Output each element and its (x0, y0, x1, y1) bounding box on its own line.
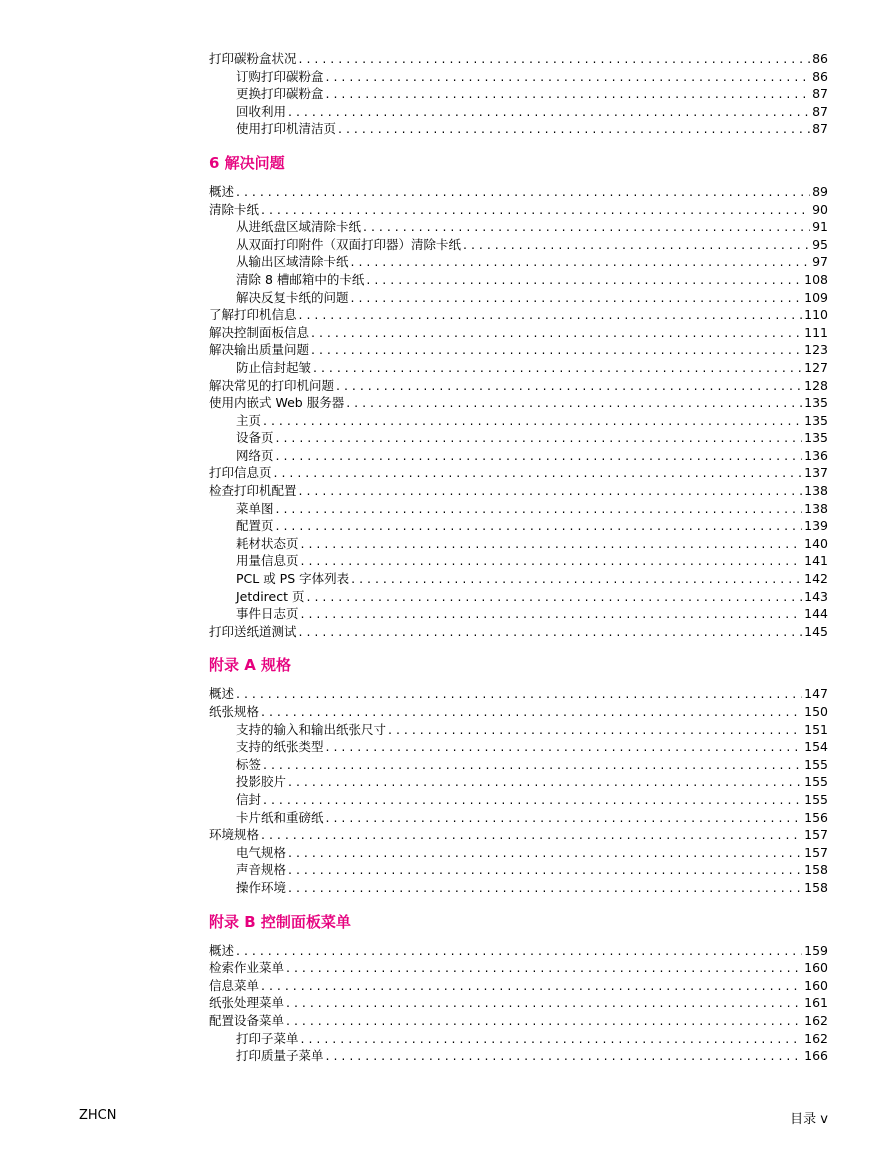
toc-entry[interactable] (209, 253, 828, 271)
dot-leader (263, 756, 802, 774)
toc-entry[interactable] (209, 500, 828, 518)
toc-entry[interactable] (209, 306, 828, 324)
toc-entry-title: 信息菜单 (209, 977, 260, 993)
dot-leader (286, 959, 802, 977)
toc-entry-page-number: 137 (804, 465, 828, 481)
footer-page-label: 目录 v (790, 1112, 828, 1127)
dot-leader (299, 482, 803, 500)
toc-entry-title: 解决控制面板信息 (209, 324, 310, 340)
toc-entry-title: 防止信封起皱 (236, 359, 312, 375)
dot-leader (276, 429, 803, 447)
toc-entry[interactable] (209, 50, 828, 68)
toc-entry-title: 从双面打印附件（双面打印器）清除卡纸 (236, 236, 462, 252)
toc-entry[interactable] (209, 201, 828, 219)
dot-leader (288, 879, 802, 897)
toc-entry[interactable] (209, 738, 828, 756)
toc-entry-page-number: 158 (804, 879, 828, 895)
toc-entry[interactable] (209, 377, 828, 395)
toc-entry[interactable] (209, 721, 828, 739)
toc-entry-title: 配置页 (236, 518, 274, 534)
toc-entry-page-number: 155 (804, 774, 828, 790)
toc-entry-page-number: 160 (804, 977, 828, 993)
section-heading: 附录 B 控制面板菜单 (209, 912, 351, 931)
toc-entry[interactable] (209, 773, 828, 791)
toc-entry-title: 配置设备菜单 (209, 1012, 285, 1028)
toc-entry-page-number: 135 (804, 412, 828, 428)
toc-entry-title: 纸张处理菜单 (209, 995, 285, 1011)
toc-entry[interactable] (209, 1012, 828, 1030)
dot-leader (276, 517, 803, 535)
dot-leader (286, 994, 802, 1012)
toc-entry[interactable] (209, 412, 828, 430)
toc-entry-title: 标签 (236, 756, 262, 772)
toc-section (209, 152, 828, 640)
dot-leader (299, 306, 803, 324)
toc-entry-title: Jetdirect 页 (236, 588, 305, 604)
toc-entry[interactable] (209, 103, 828, 121)
toc-entry[interactable] (209, 994, 828, 1012)
dot-leader (288, 861, 802, 879)
toc-entry-page-number: 123 (804, 342, 828, 358)
toc-entry-title: 更换打印碳粉盒 (236, 86, 324, 102)
dot-leader (261, 977, 802, 995)
toc-entry-title: 了解打印机信息 (209, 307, 297, 323)
toc-entry-title: 解决反复卡纸的问题 (236, 289, 349, 305)
toc-entry[interactable] (209, 324, 828, 342)
toc-entry-title: 概述 (209, 686, 235, 702)
toc-entry[interactable] (209, 1047, 828, 1065)
dot-leader (326, 809, 803, 827)
toc-entry-title: 投影胶片 (236, 774, 287, 790)
toc-entry-page-number: 160 (804, 960, 828, 976)
toc-entry-title: 设备页 (236, 430, 274, 446)
dot-leader (463, 236, 810, 254)
toc-entry[interactable] (209, 791, 828, 809)
toc-entry-title: 订购打印碳粉盒 (236, 68, 324, 84)
toc-entry-page-number: 140 (804, 535, 828, 551)
toc-entry-page-number: 135 (804, 430, 828, 446)
toc-entry[interactable] (209, 482, 828, 500)
toc-entry-page-number: 145 (804, 623, 828, 639)
dot-leader (261, 201, 810, 219)
toc-entry-page-number: 86 (812, 51, 828, 66)
toc-entry[interactable] (209, 85, 828, 103)
toc-entry[interactable] (209, 120, 828, 138)
dot-leader (301, 535, 803, 553)
toc-entry[interactable] (209, 756, 828, 774)
dot-leader (263, 791, 802, 809)
dot-leader (313, 359, 802, 377)
toc-entry[interactable] (209, 429, 828, 447)
toc-entry-title: 卡片纸和重磅纸 (236, 809, 324, 825)
toc-entry-page-number: 162 (804, 1012, 828, 1028)
toc-entry-title: 支持的纸张类型 (236, 739, 324, 755)
dot-leader (338, 120, 810, 138)
dot-leader (236, 183, 810, 201)
toc-entry[interactable] (209, 1030, 828, 1048)
toc-entry-title: 打印质量子菜单 (236, 1048, 324, 1064)
toc-entry-title: 回收利用 (236, 103, 287, 119)
toc-entry-title: 信封 (236, 791, 262, 807)
toc-entry-page-number: 89 (812, 183, 828, 199)
toc-entry[interactable] (209, 341, 828, 359)
toc-entry-title: 用量信息页 (236, 553, 299, 569)
toc-entry-title: 事件日志页 (236, 606, 299, 622)
toc-entry[interactable] (209, 703, 828, 721)
toc-entry-title: 打印子菜单 (236, 1030, 299, 1046)
toc-entry-title: 打印送纸道测试 (209, 623, 297, 639)
toc-entry-title: 打印碳粉盒状况 (209, 51, 297, 66)
toc-entry[interactable] (209, 218, 828, 236)
toc-entry-title: 声音规格 (236, 862, 287, 878)
toc-entry-page-number: 127 (804, 359, 828, 375)
dot-leader (326, 1047, 803, 1065)
toc-entry-page-number: 158 (804, 862, 828, 878)
dot-leader (301, 1030, 803, 1048)
toc-entry-title: 概述 (209, 183, 235, 199)
toc-entry-page-number: 86 (812, 68, 828, 84)
toc-entry-page-number: 139 (804, 518, 828, 534)
toc-entry-title: 解决输出质量问题 (209, 342, 310, 358)
toc-entry-page-number: 138 (804, 500, 828, 516)
toc-entry-title: 纸张规格 (209, 704, 260, 719)
toc-entry-title: 解决常见的打印机问题 (209, 377, 335, 393)
dot-leader (299, 623, 803, 641)
toc-entry-title: 清除卡纸 (209, 201, 260, 217)
dot-leader (236, 942, 802, 960)
toc-entry[interactable] (209, 879, 828, 897)
toc-entry-page-number: 151 (804, 721, 828, 737)
dot-leader (366, 271, 802, 289)
dot-leader (288, 844, 802, 862)
toc-entry-page-number: 159 (804, 942, 828, 958)
toc-entry-title: 支持的输入和输出纸张尺寸 (236, 721, 387, 737)
toc-entry[interactable] (209, 809, 828, 827)
dot-leader (261, 703, 802, 721)
toc-entry-page-number: 109 (804, 289, 828, 305)
toc-entry-title: 环境规格 (209, 827, 260, 843)
toc-entry-page-number: 150 (804, 704, 828, 719)
dot-leader (288, 103, 810, 121)
toc-entry-title: 网络页 (236, 447, 274, 463)
toc-entry-page-number: 161 (804, 995, 828, 1011)
toc-entry-title: 检查打印机配置 (209, 483, 297, 499)
toc-entry-title: 检索作业菜单 (209, 960, 285, 976)
toc-entry-page-number: 91 (812, 219, 828, 235)
dot-leader (388, 721, 802, 739)
toc-entry[interactable] (209, 535, 828, 553)
dot-leader (336, 377, 802, 395)
toc-entry-page-number: 110 (804, 307, 828, 323)
toc-entry[interactable] (209, 359, 828, 377)
dot-leader (286, 1012, 802, 1030)
toc-entry-page-number: 155 (804, 791, 828, 807)
dot-leader (326, 738, 803, 756)
toc-entry[interactable] (209, 289, 828, 307)
toc-entry-page-number: 154 (804, 739, 828, 755)
toc-entry[interactable] (209, 942, 828, 960)
toc-entry[interactable] (209, 685, 828, 703)
toc-entry-page-number: 156 (804, 809, 828, 825)
toc-entry-page-number: 157 (804, 827, 828, 843)
dot-leader (326, 85, 811, 103)
toc-entry-page-number: 142 (804, 571, 828, 587)
toc-entry-title: 菜单图 (236, 500, 274, 516)
toc-entry-page-number: 143 (804, 588, 828, 604)
dot-leader (351, 289, 803, 307)
toc-entry[interactable] (209, 605, 828, 623)
toc-entry[interactable] (209, 464, 828, 482)
toc-entry-title: 打印信息页 (209, 465, 272, 481)
toc-entry-title: 电气规格 (236, 844, 287, 860)
toc-entry[interactable] (209, 588, 828, 606)
dot-leader (351, 253, 811, 271)
toc-entry-page-number: 157 (804, 844, 828, 860)
toc-entry-title: 耗材状态页 (236, 535, 299, 551)
dot-leader (288, 773, 802, 791)
toc-entry[interactable] (209, 977, 828, 995)
dot-leader (274, 464, 803, 482)
toc-entry[interactable] (209, 861, 828, 879)
toc-entry[interactable] (209, 844, 828, 862)
toc-entry-page-number: 162 (804, 1030, 828, 1046)
toc-entry-page-number: 138 (804, 483, 828, 499)
toc-entry[interactable] (209, 447, 828, 465)
toc-entry[interactable] (209, 517, 828, 535)
toc-entry[interactable] (209, 826, 828, 844)
toc-entry-page-number: 108 (804, 271, 828, 287)
dot-leader (263, 412, 802, 430)
dot-leader (261, 826, 802, 844)
dot-leader (311, 341, 802, 359)
toc-entry[interactable] (209, 959, 828, 977)
dot-leader (276, 447, 803, 465)
table-of-contents (209, 50, 828, 1065)
toc-entry[interactable] (209, 570, 828, 588)
toc-entry[interactable] (209, 552, 828, 570)
toc-entry-page-number: 155 (804, 756, 828, 772)
dot-leader (276, 500, 803, 518)
section-heading: 附录 A 规格 (209, 656, 292, 675)
toc-entry-page-number: 135 (804, 395, 828, 411)
toc-section (209, 50, 828, 138)
toc-entry-page-number: 90 (812, 201, 828, 217)
toc-entry-title: 使用内嵌式 Web 服务器 (209, 395, 345, 411)
toc-entry-title: 概述 (209, 942, 235, 958)
toc-entry-title: 从输出区域清除卡纸 (236, 254, 349, 270)
section-heading: 6 解决问题 (209, 153, 285, 172)
toc-entry-page-number: 97 (812, 254, 828, 270)
toc-entry[interactable] (209, 623, 828, 641)
toc-entry[interactable] (209, 271, 828, 289)
dot-leader (363, 218, 810, 236)
toc-entry[interactable] (209, 68, 828, 86)
toc-entry-title: 主页 (236, 412, 262, 428)
dot-leader (346, 394, 802, 412)
toc-entry-page-number: 95 (812, 236, 828, 252)
toc-entry-page-number: 141 (804, 553, 828, 569)
dot-leader (301, 605, 803, 623)
toc-entry[interactable] (209, 394, 828, 412)
dot-leader (307, 588, 803, 606)
dot-leader (326, 68, 811, 86)
toc-entry-title: 使用打印机清洁页 (236, 121, 337, 137)
toc-entry-page-number: 87 (812, 121, 828, 137)
toc-entry-page-number: 87 (812, 103, 828, 119)
dot-leader (351, 570, 802, 588)
toc-section (209, 654, 828, 896)
toc-entry-page-number: 128 (804, 377, 828, 393)
toc-entry[interactable] (209, 236, 828, 254)
dot-leader (301, 552, 803, 570)
toc-entry-page-number: 87 (812, 86, 828, 102)
toc-entry-page-number: 111 (804, 324, 828, 340)
toc-entry-page-number: 166 (804, 1048, 828, 1064)
toc-entry-title: PCL 或 PS 字体列表 (236, 571, 350, 587)
toc-entry-title: 清除 8 槽邮箱中的卡纸 (236, 271, 365, 287)
toc-entry-page-number: 144 (804, 606, 828, 622)
toc-entry-title: 从进纸盘区域清除卡纸 (236, 219, 362, 235)
toc-entry-page-number: 136 (804, 447, 828, 463)
footer-language-code: ZHCN (79, 1108, 117, 1123)
dot-leader (299, 50, 811, 68)
toc-entry-title: 操作环境 (236, 879, 287, 895)
toc-section (209, 911, 828, 1065)
toc-entry[interactable] (209, 183, 828, 201)
toc-entry-page-number: 147 (804, 686, 828, 702)
dot-leader (236, 685, 802, 703)
dot-leader (311, 324, 802, 342)
